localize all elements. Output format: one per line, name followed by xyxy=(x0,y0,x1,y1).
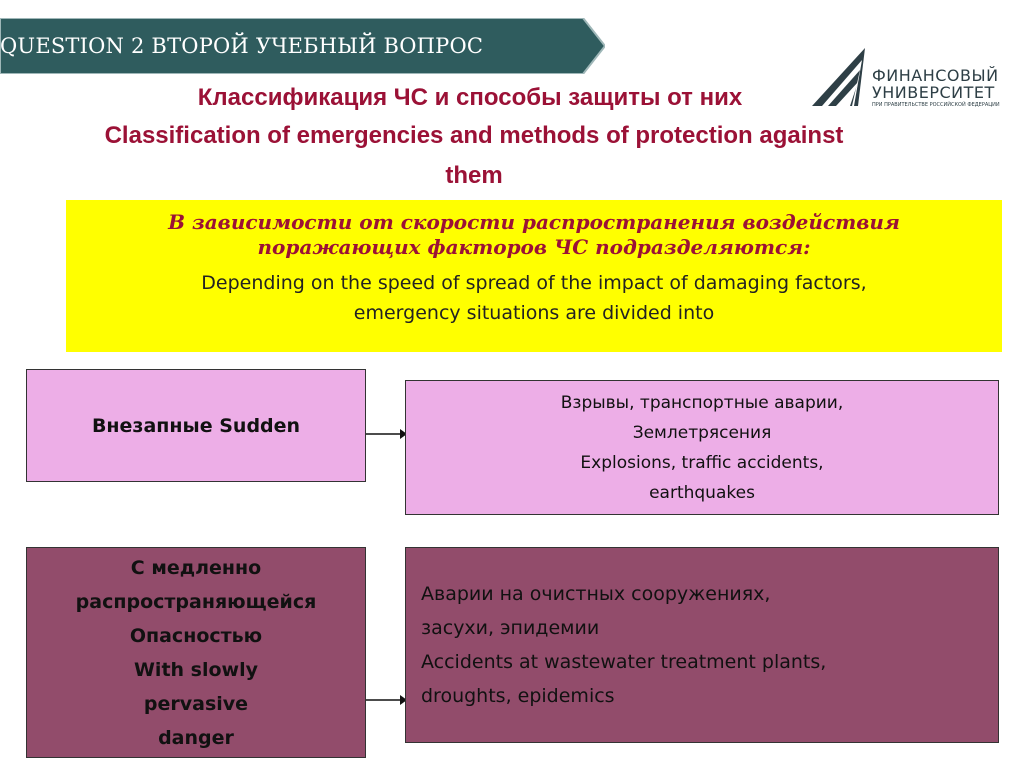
intro-english-line-1: Depending on the speed of spread of the impact of damaging factors, xyxy=(201,272,867,294)
intro-english xyxy=(86,268,982,328)
category-line: Опасностью xyxy=(129,624,263,647)
arrow-right-icon xyxy=(366,427,408,441)
university-logo xyxy=(810,46,1010,116)
category-line: С медленно xyxy=(130,556,262,579)
category-slow-box xyxy=(26,547,366,758)
example-line: Explosions, traffic accidents, xyxy=(580,452,824,473)
category-line: pervasive xyxy=(143,692,249,715)
logo-emblem-icon xyxy=(810,46,872,112)
title-english-line-2: them xyxy=(445,162,503,189)
banner-text: QUESTION 2 ВТОРОЙ УЧЕБНЫЙ ВОПРОС xyxy=(0,34,484,58)
logo-tagline: ПРИ ПРАВИТЕЛЬСТВЕ РОССИЙСКОЙ ФЕДЕРАЦИИ xyxy=(872,102,1000,108)
category-sudden-label: Внезапные Sudden xyxy=(91,414,301,437)
title-english-line-1: Classification of emergencies and methods of protection against xyxy=(104,122,844,149)
category-line: danger xyxy=(158,726,234,749)
arrow-right-icon xyxy=(366,693,408,707)
intro-english-line-2: emergency situations are divided into xyxy=(353,302,715,324)
category-slow-label xyxy=(76,551,317,755)
logo-word-2: УНИВЕРСИТЕТ xyxy=(872,83,995,102)
example-line: droughts, epidemics xyxy=(421,685,615,707)
example-line: Accidents at wastewater treatment plants, xyxy=(421,651,827,673)
logo-word-1: ФИНАНСОВЫЙ xyxy=(872,66,999,85)
intro-box xyxy=(66,200,1002,352)
intro-russian-line-1: В зависимости от скорости распространения воздействия xyxy=(168,210,900,234)
example-line: Землетрясения xyxy=(632,422,772,443)
slow-examples-text xyxy=(406,577,826,713)
intro-russian-line-2: поражающих факторов ЧС подразделяются: xyxy=(257,235,811,259)
example-line: earthquakes xyxy=(649,482,755,503)
category-sudden-box xyxy=(26,369,366,482)
title-russian: Классификация ЧС и способы защиты от них xyxy=(197,84,743,111)
category-line: With slowly xyxy=(133,658,258,681)
question-banner xyxy=(0,18,605,74)
category-line: распространяющейся xyxy=(75,590,317,613)
sudden-examples-box xyxy=(405,380,999,515)
intro-russian xyxy=(106,210,962,260)
slow-examples-box xyxy=(405,547,999,743)
example-line: засухи, эпидемии xyxy=(421,617,600,639)
example-line: Аварии на очистных сооружениях, xyxy=(421,583,771,605)
sudden-examples-text xyxy=(561,388,844,508)
example-line: Взрывы, транспортные аварии, xyxy=(560,392,844,413)
